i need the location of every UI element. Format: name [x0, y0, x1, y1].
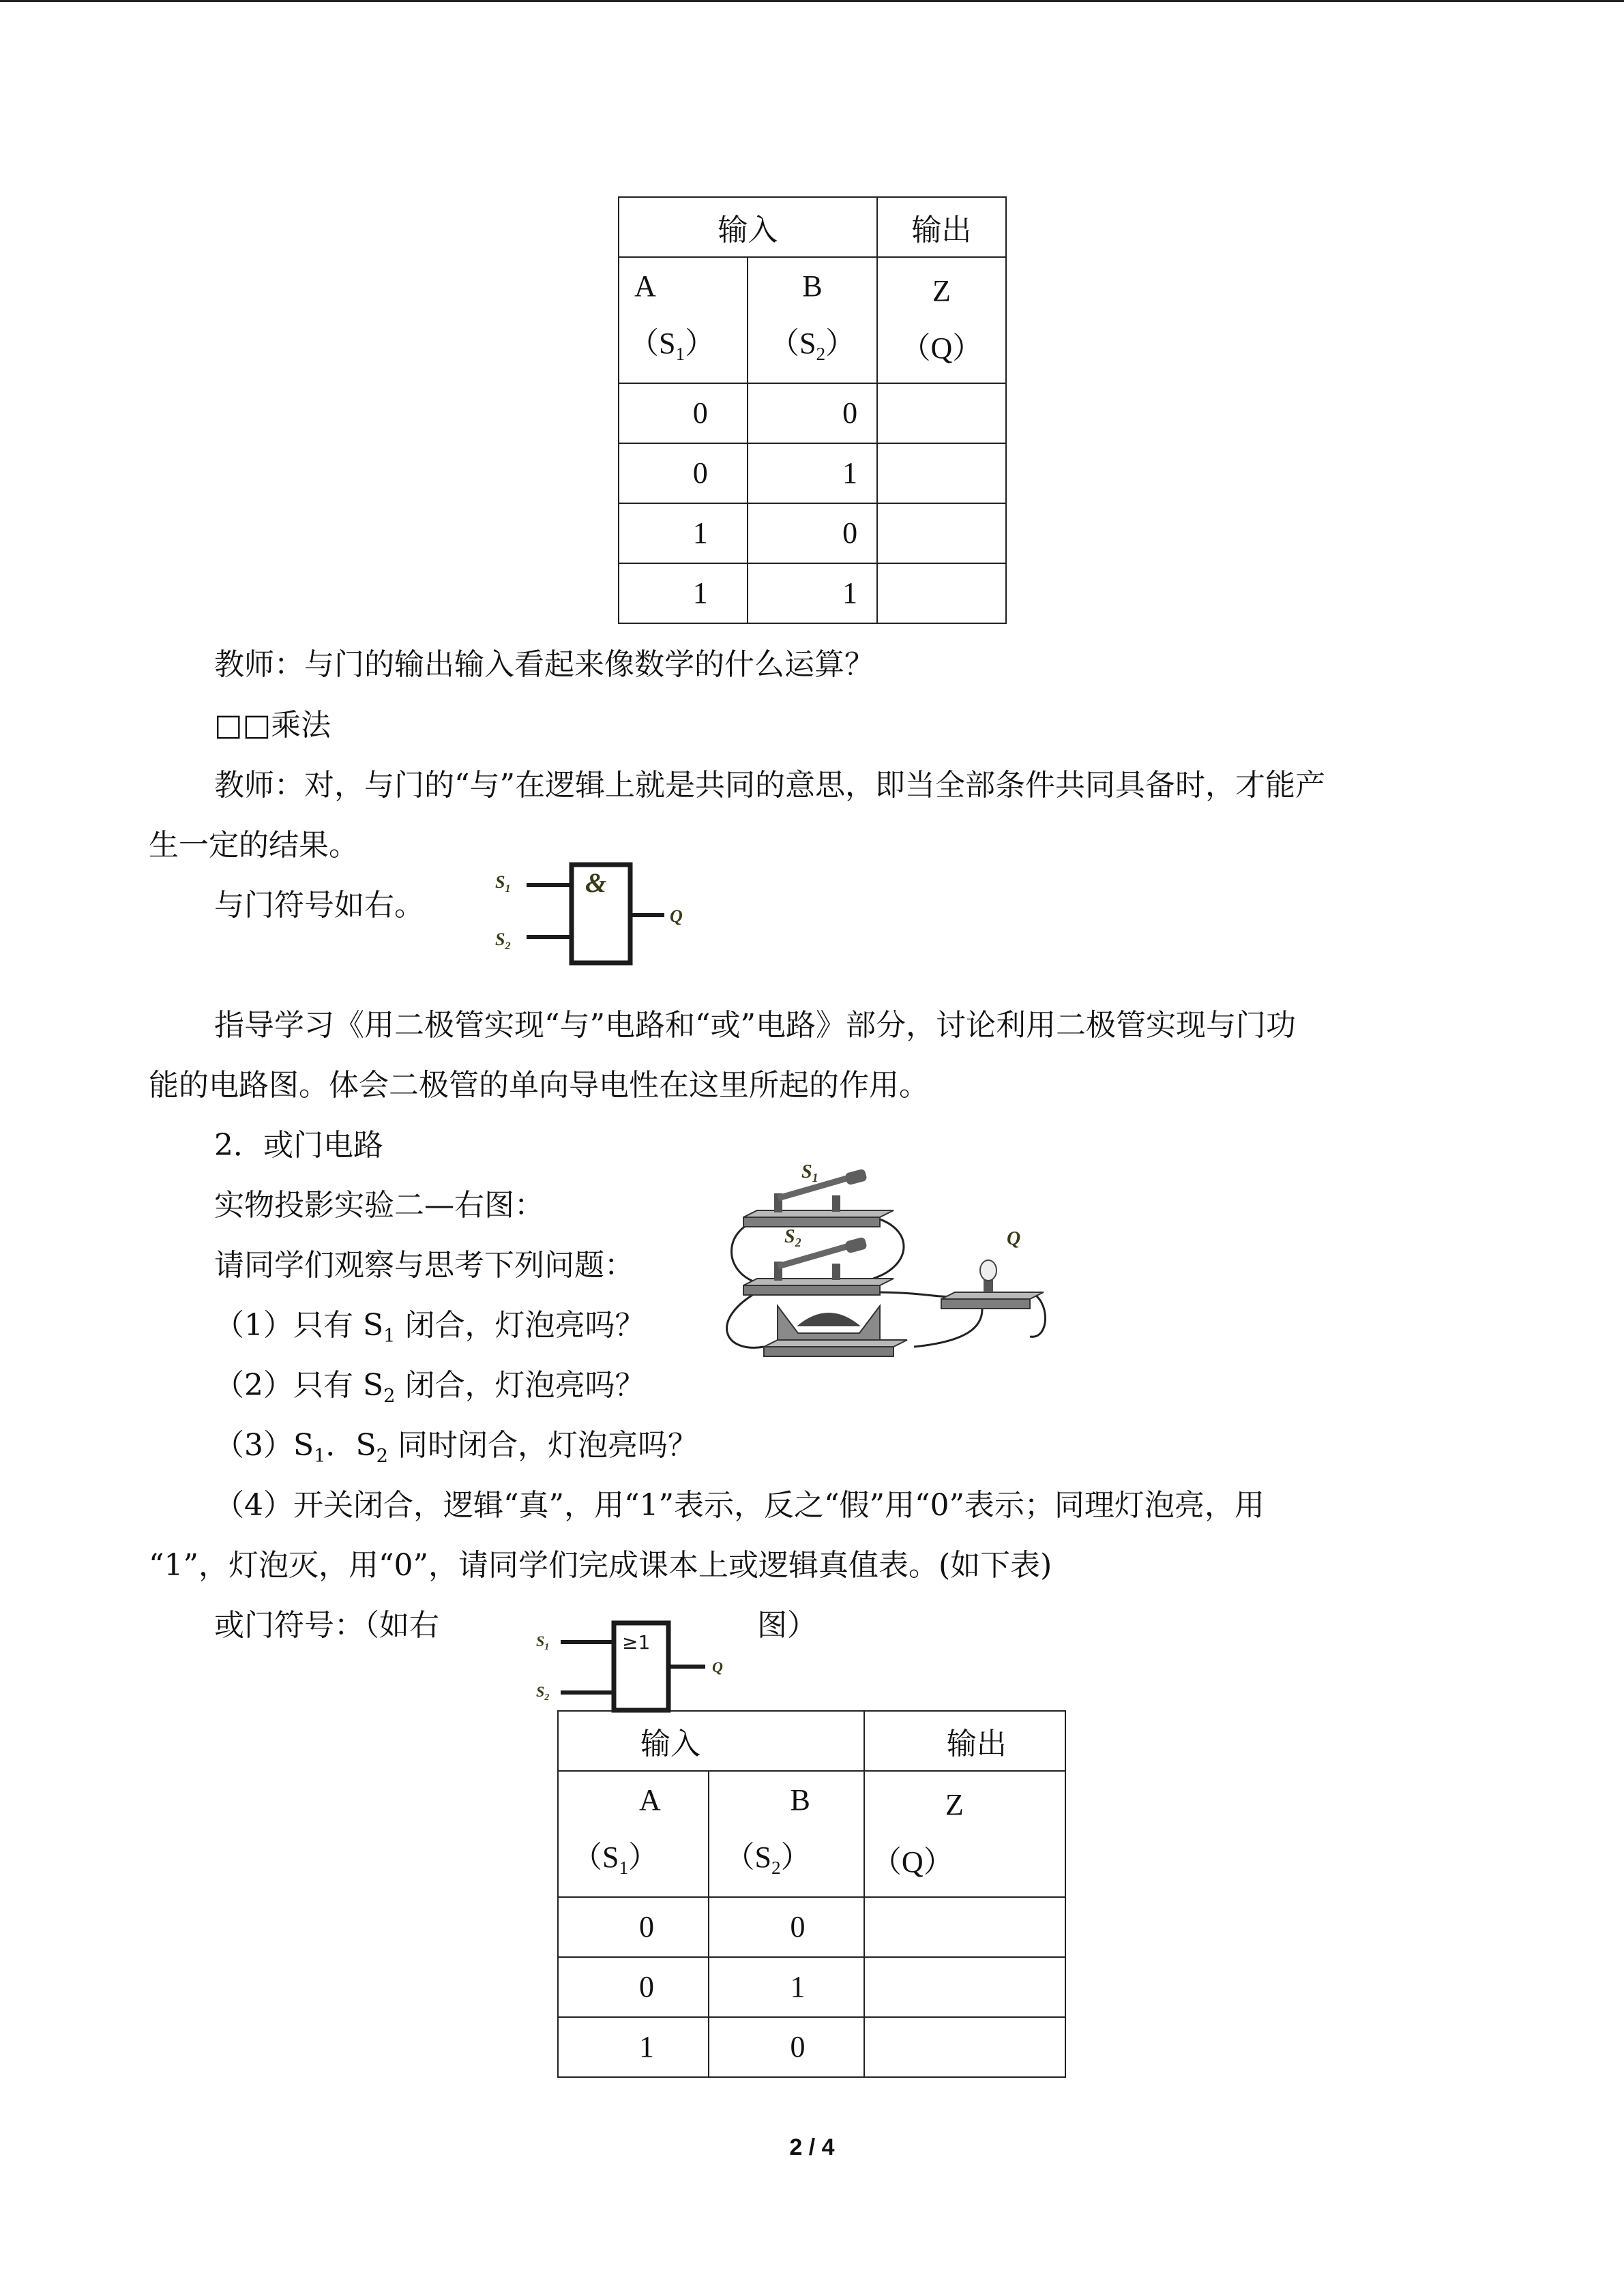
top-rule: [0, 0, 1624, 2]
paragraph-teacher-explain-2: 生一定的结果。: [149, 828, 359, 863]
table-row: [619, 503, 1006, 563]
paragraph-guide-2: 能的电路图。体会二极管的单向导电性在这里所起的作用。: [149, 1068, 929, 1103]
or-symbol-text: ≥1: [622, 1631, 651, 1654]
table-row: [558, 2017, 1065, 2077]
col-a-sub: $(S_1)$: [629, 327, 715, 364]
paragraph-or-symbol-a: 或门符号：（如右: [214, 1608, 439, 1643]
cell-b: 1: [709, 1957, 863, 2017]
question-1: （1）只有 $S_1$ 闭合，灯泡亮吗？: [214, 1308, 645, 1347]
circuit-label-s1: $S_1$: [801, 1163, 818, 1184]
table-row: [619, 443, 1006, 503]
cell-z: [864, 2017, 1065, 2077]
cell-a: 0: [619, 443, 748, 503]
page-number: 2 / 4: [789, 2134, 835, 2160]
or-output-q: Q: [712, 1658, 723, 1675]
paragraph-teacher-explain-1: 教师：对，与门的“与”在逻辑上就是共同的意思，即当全部条件共同具备时，才能产: [214, 768, 1325, 803]
cell-a: 0: [558, 1957, 709, 2017]
and-input-s1: $S_1$: [495, 872, 511, 895]
or-truth-table: [557, 1710, 1066, 2078]
header-output: 输出: [864, 1711, 1065, 1771]
circuit-label-q: Q: [1007, 1228, 1021, 1249]
paragraph-guide-1: 指导学习《用二极管实现“与”电路和“或”电路》部分，讨论利用二极管实现与门功: [214, 1008, 1296, 1043]
table-row: [558, 1957, 1065, 2017]
paragraph-teacher-question: 教师：与门的输出输入看起来像数学的什么运算？: [214, 647, 874, 682]
col-b-sub: $(S_2)$: [769, 327, 856, 364]
col-a-header: [619, 257, 748, 383]
cell-a: 0: [619, 383, 748, 443]
and-output-q: Q: [670, 906, 683, 926]
col-a-header: [558, 1771, 709, 1897]
paragraph-experiment: 实物投影实验二—右图：: [214, 1188, 544, 1223]
col-z-header: [877, 257, 1006, 383]
cell-a: 1: [619, 503, 748, 563]
section-heading-or-gate: 2．或门电路: [214, 1128, 383, 1163]
cell-b: 0: [748, 503, 876, 563]
cell-a: 1: [558, 2017, 709, 2077]
paragraph-and-symbol: 与门符号如右。: [214, 888, 424, 923]
col-b-label: B: [790, 1783, 810, 1817]
col-z-header: [864, 1771, 1065, 1897]
cell-z: [864, 1957, 1065, 2017]
cell-b: 1: [748, 563, 876, 623]
col-b-label: B: [802, 269, 823, 303]
cell-a: 0: [558, 1897, 709, 1957]
table-row: [558, 1897, 1065, 1957]
cell-z: [877, 563, 1006, 623]
paragraph-observe: 请同学们观察与思考下列问题：: [214, 1248, 634, 1283]
header-output: 输出: [877, 197, 1006, 257]
col-z-sub: （Q）: [900, 331, 983, 366]
header-input: 输入: [619, 197, 877, 257]
and-input-s2: $S_2$: [495, 929, 511, 952]
or-input-s1: $S_1$: [536, 1632, 550, 1652]
and-truth-table: [618, 196, 1007, 624]
cell-z: [877, 383, 1006, 443]
and-symbol-text: &: [585, 867, 607, 898]
cell-b: 0: [709, 1897, 863, 1957]
cell-z: [877, 503, 1006, 563]
paragraph-or-symbol-b: 图）: [757, 1608, 817, 1643]
cell-z: [864, 1897, 1065, 1957]
circuit-label-s2: $S_2$: [784, 1226, 801, 1249]
or-input-s2: $S_2$: [536, 1683, 550, 1703]
cell-b: 1: [748, 443, 876, 503]
col-z-sub: （Q）: [871, 1845, 954, 1879]
question-2: （2）只有 $S_2$ 闭合，灯泡亮吗？: [214, 1368, 645, 1407]
and-gate-symbol: [491, 861, 696, 970]
cell-z: [877, 443, 1006, 503]
paragraph-answer: □□乘法: [214, 708, 331, 743]
col-z-label: Z: [932, 274, 951, 308]
col-a-label: A: [639, 1783, 661, 1817]
header-input: 输入: [558, 1711, 864, 1771]
question-4-line-1: （4）开关闭合，逻辑“真”，用“1”表示，反之“假”用“0”表示；同理灯泡亮，用: [214, 1488, 1265, 1523]
table-row: [619, 383, 1006, 443]
col-b-header: [748, 257, 876, 383]
col-a-sub: $(S_1)$: [572, 1840, 659, 1878]
cell-b: 0: [748, 383, 876, 443]
question-3: $(3)S_1$．$S_2$ 同时闭合，灯泡亮吗？: [214, 1428, 698, 1467]
col-b-header: [709, 1771, 863, 1897]
or-circuit-illustration: [709, 1163, 1064, 1367]
question-4-line-2: “1”，灯泡灭，用“0”，请同学们完成课本上或逻辑真值表。(如下表): [149, 1548, 1052, 1583]
col-a-label: A: [634, 269, 656, 303]
col-b-sub: $(S_2)$: [724, 1840, 811, 1878]
col-z-label: Z: [945, 1788, 964, 1822]
cell-a: 1: [619, 563, 748, 623]
cell-b: 0: [709, 2017, 863, 2077]
table-row: [619, 563, 1006, 623]
or-gate-symbol: [533, 1617, 745, 1720]
